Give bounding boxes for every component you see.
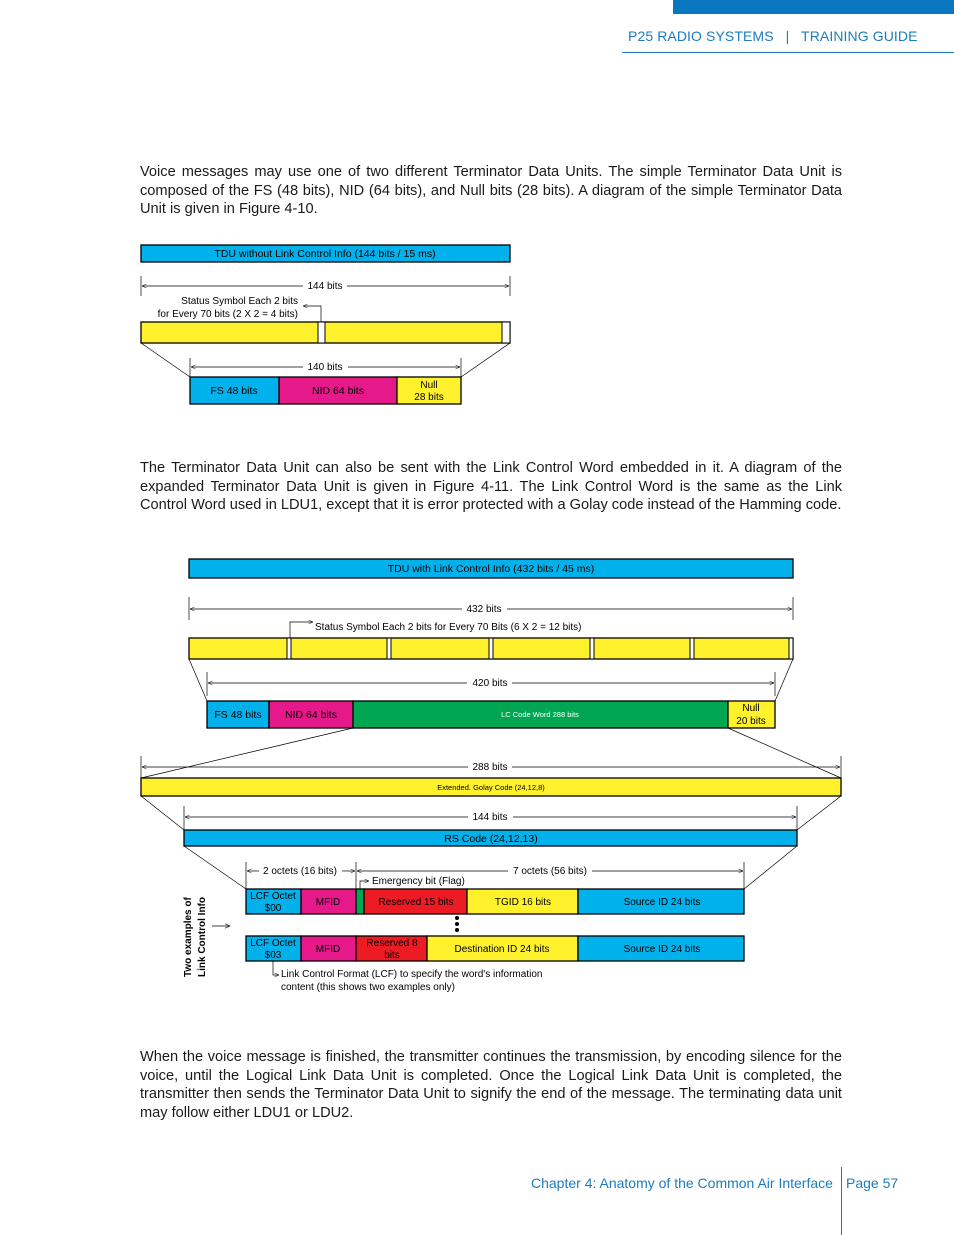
lcf-octet-03-label-1: LCF Octet (250, 938, 296, 949)
tdu-lc-title: TDU with Link Control Info (432 bits / 45 ms) (387, 563, 595, 575)
lcf-octet-00-label-2: $00 (264, 903, 282, 914)
footer-rule (841, 1167, 842, 1235)
tgid-label: TGID 16 bits (494, 897, 552, 908)
paragraph-intro: Voice messages may use one of two different Terminator Data Units. The simple Terminator Data Unit is composed of the FS (48 bits), NID (64 bits), and Null bits (28 bits). A diagram of the simple Terminator Data Unit is given in Figure 4-10. (140, 164, 842, 218)
figure-4-10 (141, 245, 510, 404)
emergency-bit-field (356, 889, 364, 914)
mfid-label: MFID (315, 897, 341, 908)
mfid-label: MFID (315, 944, 341, 955)
fs-label: FS 48 bits (214, 709, 262, 721)
reserved-8-label-2: bits (384, 950, 400, 961)
status-symbol (789, 638, 793, 659)
status-symbol (387, 638, 391, 659)
reserved-8-label-1: Reserved 8 (366, 938, 418, 949)
dimension-432-bits: 432 bits (466, 604, 502, 615)
dimension-140-bits: 140 bits (307, 362, 343, 373)
page-header: P25 RADIO SYSTEMS | TRAINING GUIDE (628, 28, 918, 44)
status-symbol-label-2: for Every 70 bits (2 X 2 = 4 bits) (157, 309, 298, 320)
rs-code-label: RS Code (24,12,13) (444, 833, 538, 845)
status-symbol (690, 638, 694, 659)
reserved-15-label: Reserved 15 bits (378, 897, 454, 908)
dimension-144-bits: 144 bits (472, 812, 508, 823)
status-symbol-label-1: Status Symbol Each 2 bits (181, 296, 298, 307)
lcf-octet-00-label-1: LCF Octet (250, 891, 296, 902)
dimension-2-octets: 2 octets (16 bits) (263, 866, 337, 877)
dimension-288-bits: 288 bits (472, 762, 508, 773)
null-label-2: 28 bits (414, 392, 444, 403)
lcf-note-2: content (this shows two examples only) (281, 982, 455, 993)
emergency-bit-label: Emergency bit (Flag) (372, 876, 465, 887)
null-label-1: Null (742, 703, 760, 714)
lc-code-word-label: LC Code Word 288 bits (501, 710, 579, 719)
status-symbol (590, 638, 594, 659)
footer-chapter: Chapter 4: Anatomy of the Common Air Interface (531, 1175, 833, 1191)
status-symbol-label: Status Symbol Each 2 bits for Every 70 Bits (6 X 2 = 12 bits) (315, 622, 582, 633)
destination-id-label: Destination ID 24 bits (454, 944, 550, 955)
fs-label: FS 48 bits (210, 385, 258, 397)
dimension-420-bits: 420 bits (472, 678, 508, 689)
status-symbol (287, 638, 291, 659)
status-symbol (489, 638, 493, 659)
dimension-144-bits: 144 bits (307, 281, 343, 292)
source-id-label: Source ID 24 bits (623, 944, 701, 955)
paragraph-voice-end: When the voice message is finished, the transmitter continues the transmission, by encoding silence for the voice, until the Logical Link Data Unit is completed. Once the Logical Link Data Unit is completed, the transmitter then sends the Terminator Data Unit to signify the end of the message. The terminating data unit may follow either LDU1 or LDU2. (140, 1049, 842, 1121)
golay-code-label: Extended. Golay Code (24,12,8) (437, 783, 545, 792)
nid-label: NID 64 bits (312, 385, 364, 397)
lcf-note-1: Link Control Format (LCF) to specify the word's information (281, 969, 543, 980)
footer-page-number: Page 57 (846, 1175, 899, 1191)
null-label-2: 20 bits (736, 716, 766, 727)
nid-label: NID 64 bits (285, 709, 337, 721)
side-label-2: Link Control Info (197, 897, 208, 977)
paragraph-tdu-lc: The Terminator Data Unit can also be sent with the Link Control Word embedded in it. A diagram of the expanded Terminator Data Unit is given in Figure 4-11. The Link Control Word is the same as the Link Control Word used in LDU1, except that it is error protected with a Golay code instead of the Hamming code. (140, 460, 842, 514)
side-label-1: Two examples of (183, 897, 194, 977)
lcf-octet-03-label-2: $03 (264, 950, 282, 961)
figure-4-11 (141, 559, 841, 993)
status-symbol (318, 322, 325, 343)
status-symbol (502, 322, 510, 343)
tdu-title: TDU without Link Control Info (144 bits / 15 ms) (214, 248, 436, 260)
dimension-7-octets: 7 octets (56 bits) (513, 866, 587, 877)
null-label-1: Null (420, 380, 438, 391)
source-id-label: Source ID 24 bits (623, 897, 701, 908)
